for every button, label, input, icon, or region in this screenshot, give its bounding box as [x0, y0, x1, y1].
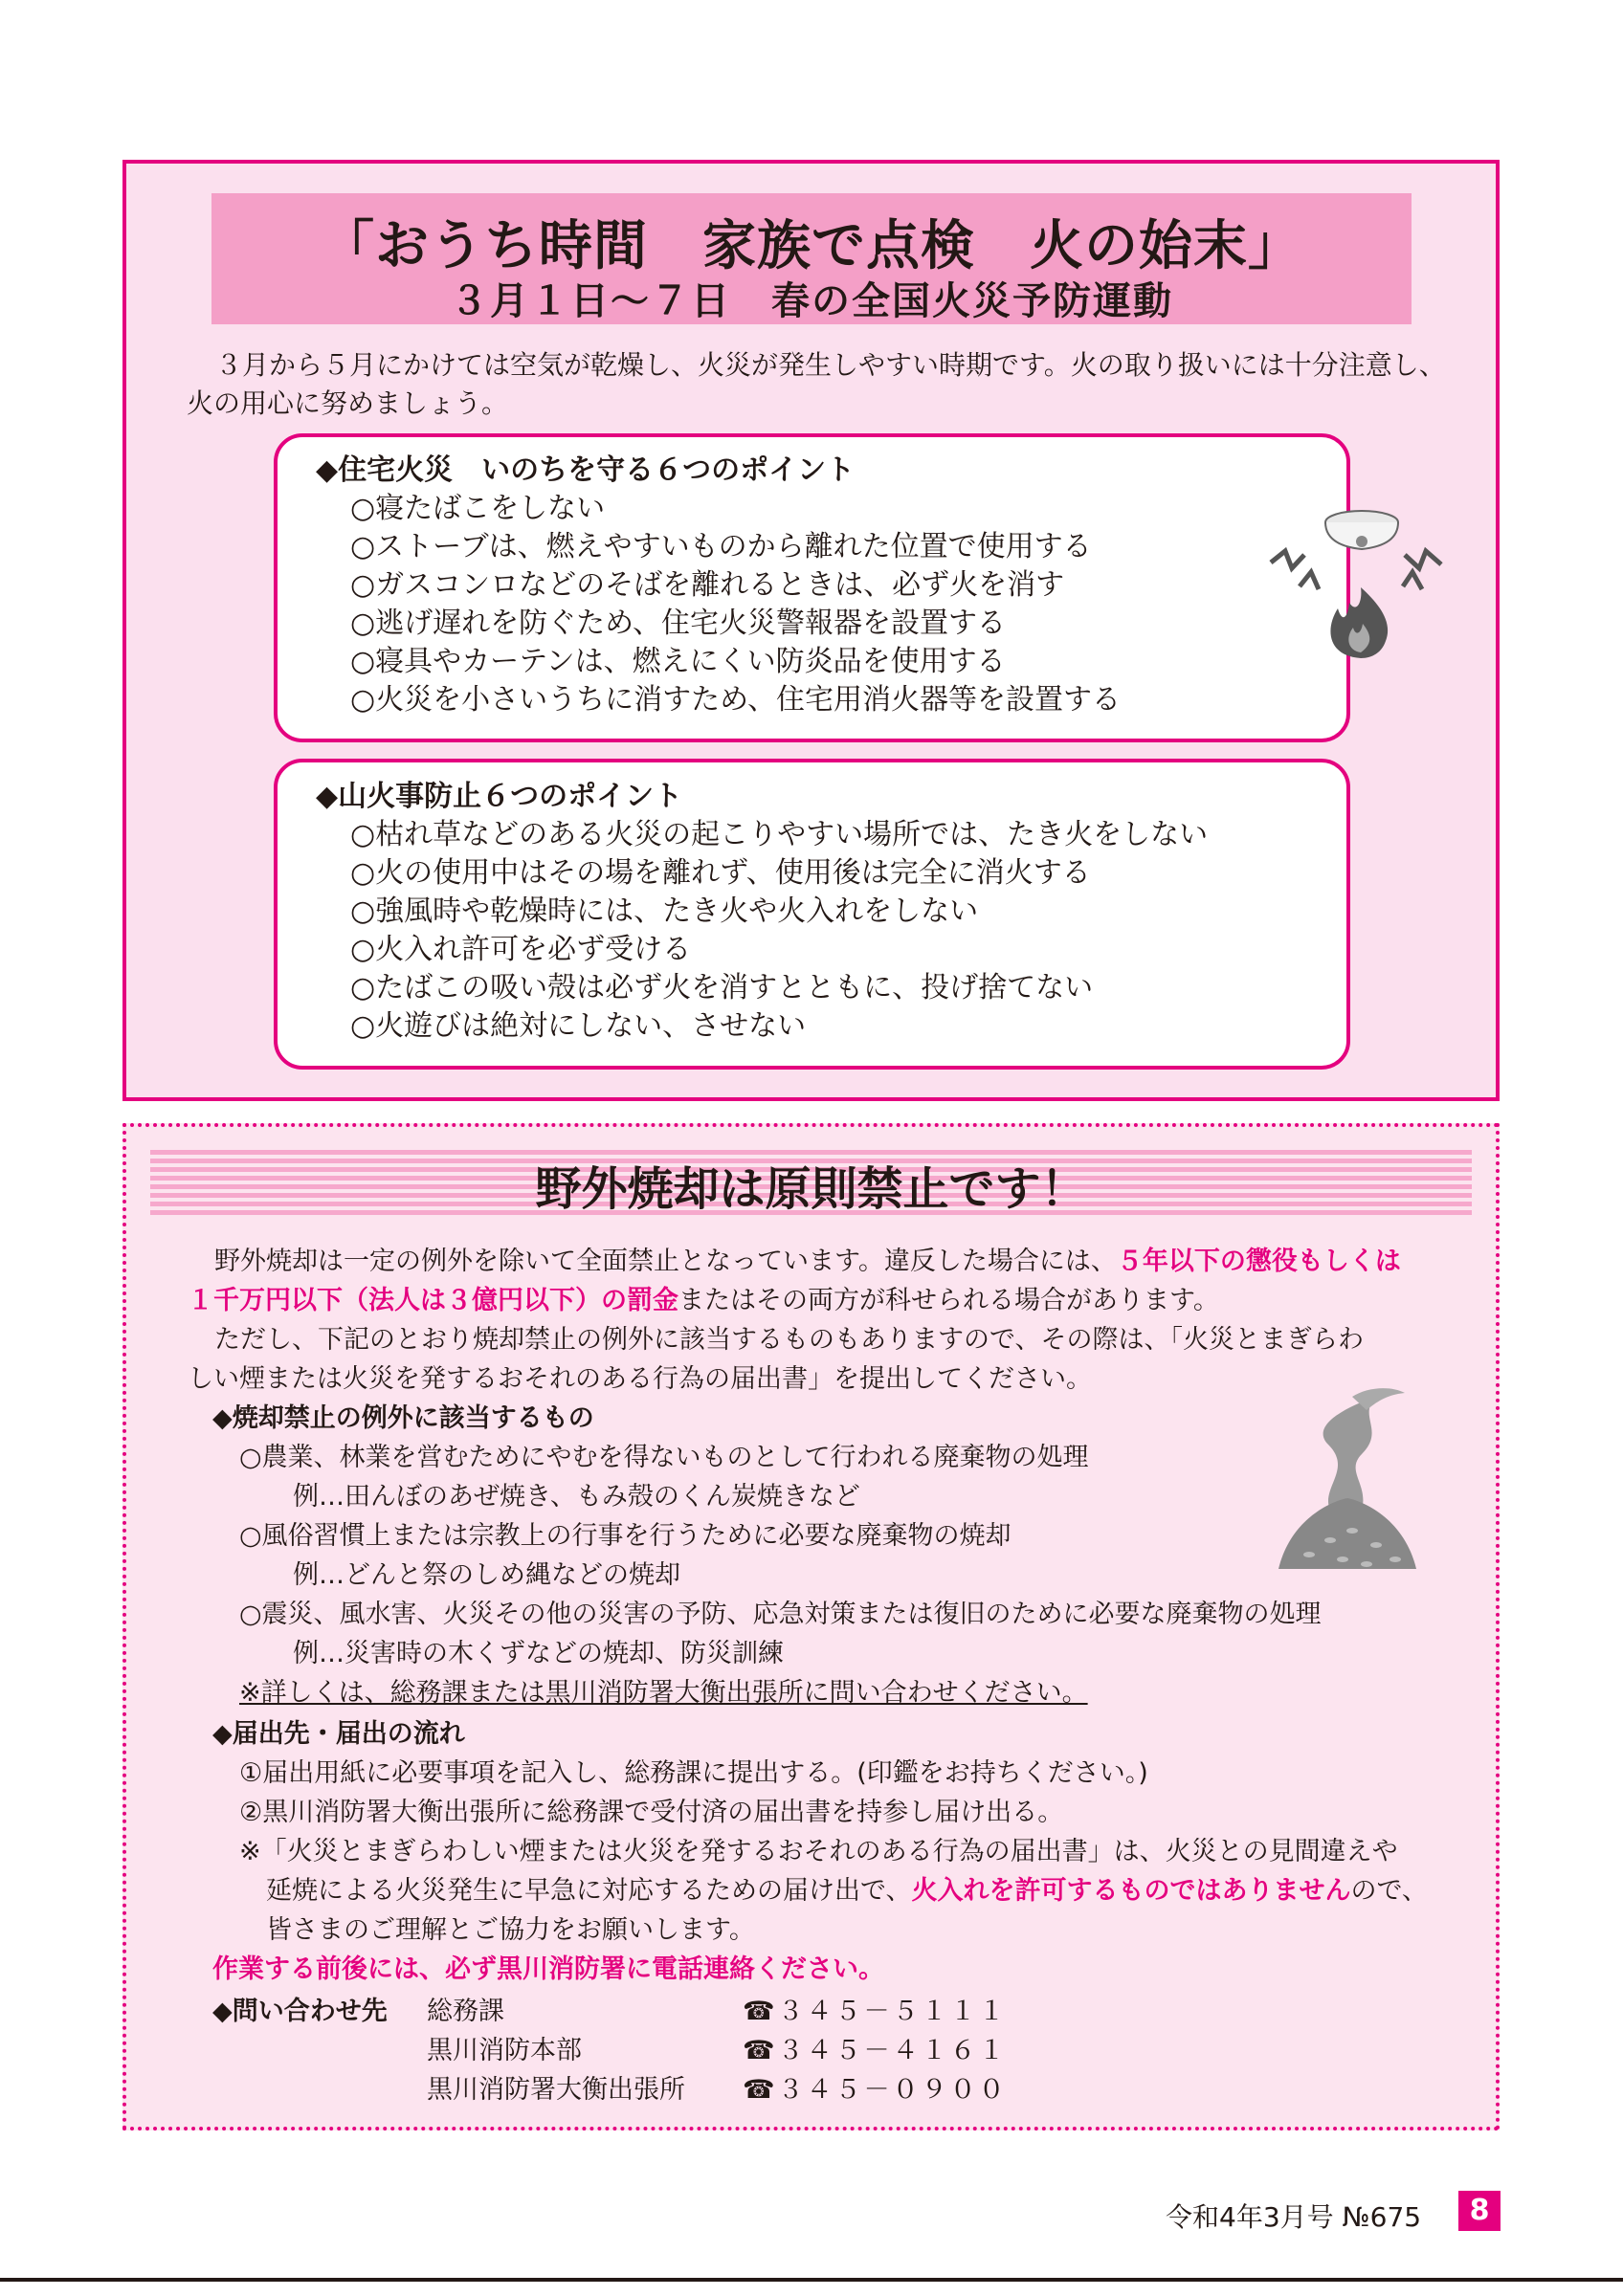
list-item: ○強風時や乾燥時には、たき火や火入れをしない [350, 894, 979, 928]
bottom-rule [0, 2278, 1623, 2282]
exceptions-heading: ◆焼却禁止の例外に該当するもの [212, 1403, 594, 1433]
list-item: ○震災、風水害、火災その他の災害の予防、応急対策または復旧のために必要な廃棄物の処理 [239, 1600, 1322, 1629]
flow-block [212, 1714, 1428, 1989]
intro-line: 火の用心に努めましょう。 [187, 387, 509, 419]
fire-prevention-subtitle: ３月１日〜７日 春の全国火災予防運動 [450, 279, 1173, 323]
outdoor-burning-body [188, 1242, 1470, 1399]
list-item: ○風俗習慣上または宗教上の行事を行うために必要な廃棄物の焼却 [239, 1521, 1012, 1551]
body-text: またはその両方が科せられる場合があります。 [678, 1286, 1219, 1315]
list-item: ○枯れ草などのある火災の起こりやすい場所では、たき火をしない [350, 818, 1209, 851]
list-item: ○火遊びは絶対にしない、させない [350, 1009, 807, 1043]
contact-name: 黒川消防本部 [427, 2036, 582, 2065]
outdoor-burning-title: 野外焼却は原則禁止です！ [535, 1162, 1087, 1216]
body-text: ただし、下記のとおり焼却禁止の例外に該当するものもありますので、その際は、「火災とまぎらわ [214, 1325, 1364, 1355]
forest-fire-points-title: ◆山火事防止６つのポイント [316, 780, 683, 813]
list-item: ○寝具やカーテンは、燃えにくい防炎品を使用する [350, 645, 1006, 678]
list-item: ○ガスコンロなどのそばを離れるときは、必ず火を消す [350, 568, 1065, 602]
list-item: ○農業、林業を営むためにやむを得ないものとして行われる廃棄物の処理 [239, 1443, 1089, 1472]
list-item: ○たばこの吸い殻は必ず火を消すとともに、投げ捨てない [350, 971, 1094, 1004]
smoke-pile-icon [1271, 1378, 1424, 1578]
contact-list [427, 1992, 1008, 2109]
contact-row [427, 1992, 1008, 2031]
penalty-text: １千万円以下（法人は３億円以下）の罰金 [188, 1286, 678, 1315]
flame-icon [1330, 587, 1388, 658]
list-item: ○火入れ許可を必ず受ける [350, 933, 692, 966]
contact-name: 総務課 [427, 1997, 504, 2026]
penalty-text: ５年以下の懲役もしくは [1116, 1247, 1401, 1276]
fire-prevention-title: 「おうち時間 家族で点検 火の始末」 [321, 215, 1302, 277]
example-text: 例…田んぼのあぜ焼き、もみ殻のくん炭焼きなど [293, 1482, 860, 1512]
house-fire-points-title: ◆住宅火災 いのちを守る６つのポイント [316, 453, 856, 487]
example-text: 例…災害時の木くずなどの焼却、防災訓練 [293, 1639, 784, 1668]
contact-phone: ☎３４５－５１１１ [743, 1997, 1008, 2026]
page-number: 8 [1458, 2191, 1501, 2231]
contact-phone: ☎３４５－４１６１ [743, 2036, 1008, 2065]
list-item: ○火の使用中はその場を離れず、使用後は完全に消火する [350, 856, 1091, 890]
contact-row [427, 2031, 1008, 2070]
contact-row [427, 2070, 1008, 2109]
warning-text: 作業する前後には、必ず黒川消防署に電話連絡ください。 [212, 1954, 884, 1984]
fire-prevention-intro [187, 346, 1469, 423]
details-note: ※詳しくは、総務課または黒川消防署大衡出張所に問い合わせください。 [239, 1678, 1088, 1708]
flow-note: 延焼による火災発生に早急に対応するための届け出で、 [266, 1876, 912, 1906]
flow-note-emphasis: 火入れを許可するものではありません [911, 1876, 1351, 1906]
smoke-alarm-icon [1261, 496, 1453, 668]
flow-note: ※「火災とまぎらわしい煙または火災を発するおそれのある行為の届出書」は、火災との見間違えや [239, 1837, 1398, 1866]
intro-line: ３月から５月にかけては空気が乾燥し、火災が発生しやすい時期です。火の取り扱いには十分注意し、 [215, 349, 1446, 381]
list-item: ○逃げ遅れを防ぐため、住宅火災警報器を設置する [350, 607, 1006, 640]
flow-note: 皆さまのご理解とご協力をお願いします。 [266, 1915, 755, 1945]
flow-step: ①届出用紙に必要事項を記入し、総務課に提出する。(印鑑をお持ちください。) [239, 1758, 1148, 1788]
example-text: 例…どんと祭のしめ縄などの焼却 [293, 1560, 680, 1590]
forest-fire-points [316, 778, 1208, 1046]
flow-step: ②黒川消防署大衡出張所に総務課で受付済の届出書を持参し届け出る。 [239, 1798, 1064, 1827]
contact-heading: ◆問い合わせ先 [212, 1997, 388, 2026]
body-text: 野外焼却は一定の例外を除いて全面禁止となっています。違反した場合には、 [214, 1247, 1117, 1276]
contact-phone: ☎３４５－０９００ [743, 2075, 1008, 2105]
body-text: しい煙または火災を発するおそれのある行為の届出書」を提出してください。 [188, 1364, 1092, 1394]
flow-heading: ◆届出先・届出の流れ [212, 1719, 465, 1749]
contact-name: 黒川消防署大衡出張所 [427, 2075, 685, 2105]
list-item: ○寝たばこをしない [350, 492, 606, 525]
issue-label: 令和4年3月号 №675 [1166, 2201, 1422, 2233]
exceptions-block [212, 1399, 1322, 1712]
list-item: ○ストーブは、燃えやすいものから離れた位置で使用する [350, 530, 1092, 563]
house-fire-points [316, 452, 1121, 719]
list-item: ○火災を小さいうちに消すため、住宅用消火器等を設置する [350, 683, 1121, 717]
flow-note: ので、 [1350, 1876, 1428, 1906]
